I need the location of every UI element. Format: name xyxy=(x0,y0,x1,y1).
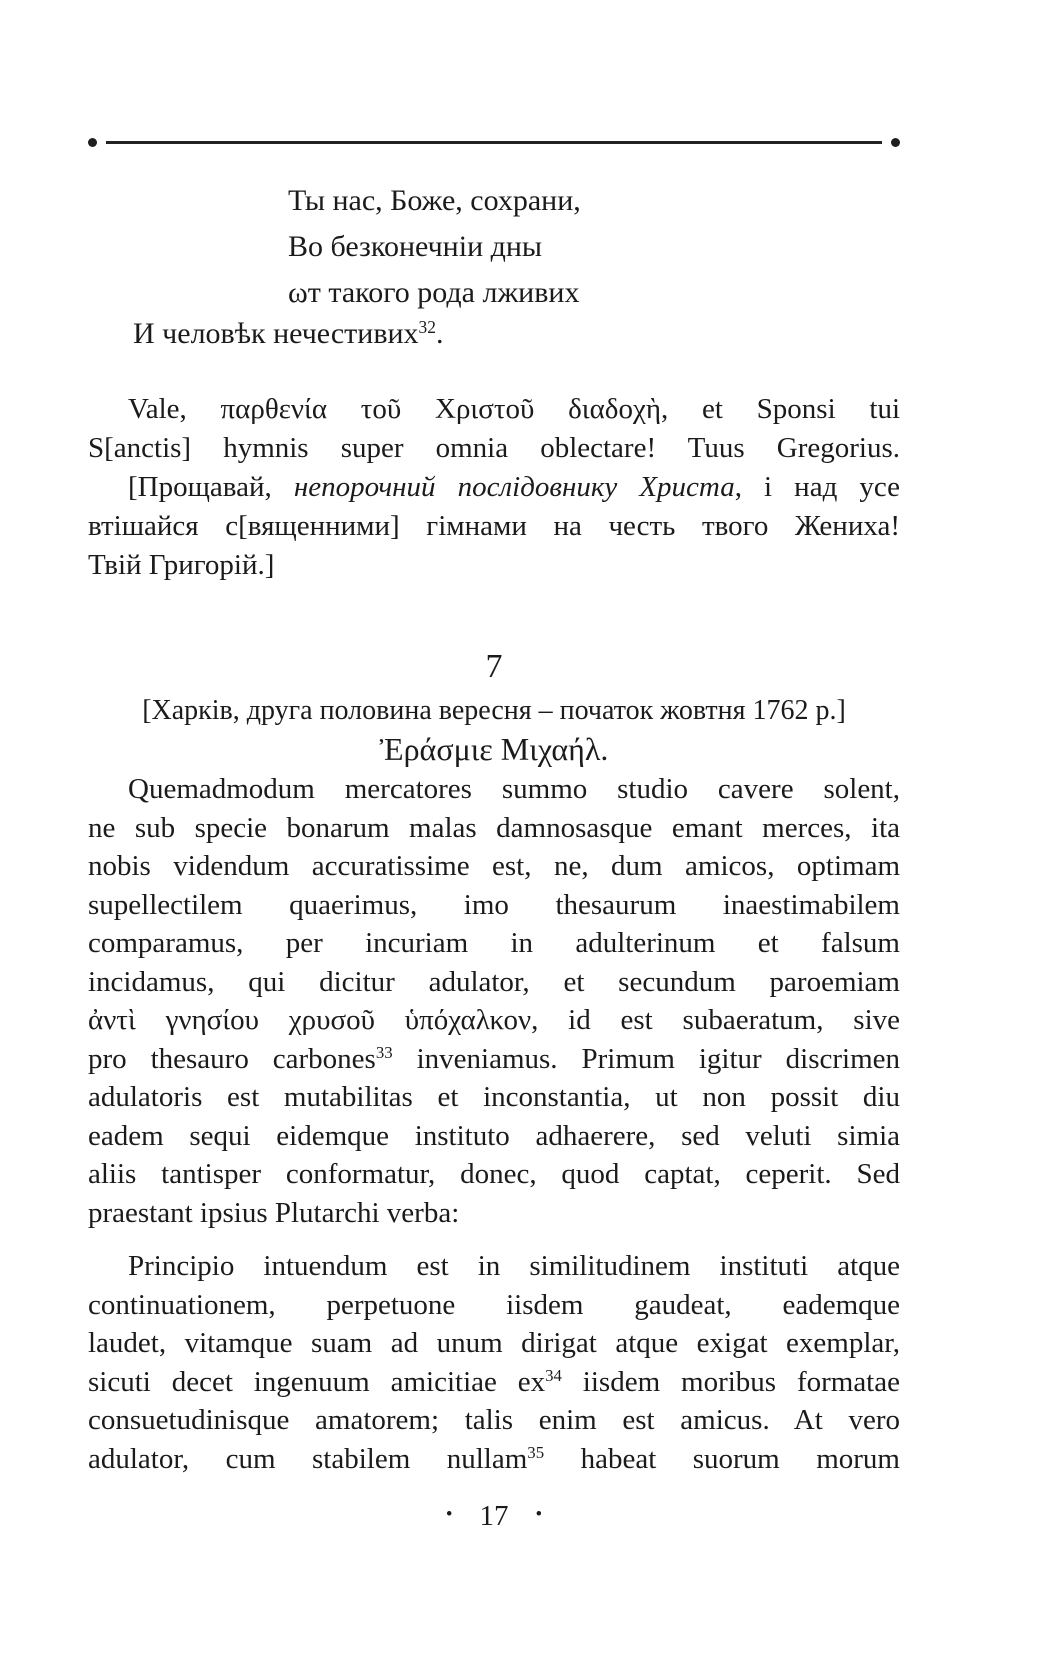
p2-line-4-pre: sicuti decet ingenuum amicitiae ex xyxy=(88,1365,546,1398)
p1-line-12: praestant ipsius Plutarchi verba: xyxy=(88,1196,460,1229)
p1-line-11: aliis tantisper conformatur, donec, quod captat, ceperit. Sed xyxy=(88,1158,900,1190)
p2-line-6 xyxy=(88,1440,900,1479)
paragraph-vale xyxy=(88,390,900,468)
p1-line-1: Quemadmodum mercatores summo studio cavere solent, xyxy=(128,773,900,805)
p1-line-4: supellectilem quaerimus, imo thesaurum inaestimabilem xyxy=(88,888,900,921)
verse-block xyxy=(88,178,1063,316)
section-number: 7 xyxy=(485,648,503,685)
p2-line-4-post: iisdem moribus formatae xyxy=(561,1365,900,1398)
footnote-ref-33: 33 xyxy=(375,1043,393,1063)
footnote-ref-35: 35 xyxy=(527,1443,545,1463)
p2-line-2: continuationem, perpetuone iisdem gaudeat, eademque xyxy=(88,1288,900,1321)
footer-left-dot: • xyxy=(445,1504,453,1525)
p2-line-1: Principio intuendum est in similitudinem instituti atque xyxy=(128,1250,900,1282)
footer-right-dot: • xyxy=(535,1504,543,1525)
paragraph-proshchavai xyxy=(88,468,900,585)
section-date-line: [Харків, друга половина вересня – початок жовтня 1762 р.] xyxy=(142,695,846,726)
page-number: 17 xyxy=(479,1500,509,1532)
p1-line-5: comparamus, per incuriam in adulterinum et falsum xyxy=(88,927,900,959)
verse-closing-text: И человѣк нечестивих xyxy=(133,317,419,350)
page-number-footer xyxy=(88,1498,900,1534)
proshchavai-italic: непорочний послідовнику Христа xyxy=(293,471,735,503)
rule-left-dot xyxy=(88,138,97,147)
p2-line-6-post: habeat suorum morum xyxy=(544,1442,900,1475)
p2-line-5: consuetudinisque amatorem; talis enim est amicus. At vero xyxy=(88,1404,900,1436)
p1-line-8-pre: pro thesauro carbones xyxy=(88,1042,376,1075)
decorative-rule xyxy=(88,134,900,150)
p2-line-3: laudet, vitamque suam ad unum dirigat atque exigat exemplar, xyxy=(88,1327,900,1359)
footnote-ref-32: 32 xyxy=(418,317,436,338)
p1-line-9: adulatoris est mutabilitas et inconstantia, ut non possit diu xyxy=(88,1081,900,1113)
p1-line-8-post: inveniamus. Primum igitur discrimen xyxy=(392,1042,900,1075)
vale-line-2: S[anctis] hymnis super omnia oblectare! Tuus Gregorius. xyxy=(88,432,900,464)
greek-salutation: Ἐράσμιε Μιχαήλ. xyxy=(379,731,609,767)
p2-line-4 xyxy=(88,1363,900,1402)
p1-line-10: eadem sequi eidemque instituto adhaerere, sed veluti simia xyxy=(88,1119,900,1152)
p1-line-2: ne sub specie bonarum malas damnosasque emant merces, ita xyxy=(88,811,900,844)
verse-closing-period: . xyxy=(435,317,444,350)
p1-line-8 xyxy=(88,1040,900,1079)
verse-line-2: Во безконечніи дны xyxy=(288,230,543,263)
rule-line xyxy=(106,141,882,144)
paragraph-quemadmodum xyxy=(88,770,900,1232)
verse-closing-line xyxy=(88,314,945,354)
footnote-ref-34: 34 xyxy=(545,1366,562,1386)
proshchavai-line-1 xyxy=(88,468,900,507)
verse-line-1: Ты нас, Боже, сохрани, xyxy=(288,184,581,217)
proshchavai-line-2: втішайся с[вященними] гімнами на честь твого Жениха! xyxy=(88,510,900,542)
p2-line-6-pre: adulator, cum stabilem nullam xyxy=(88,1442,528,1475)
p1-line-3: nobis videndum accuratissime est, ne, dum amicos, optimam xyxy=(88,850,900,882)
vale-line-1: Vale, παρθενία τοῦ Χριστοῦ διαδοχὴ, et Sponsi tui xyxy=(128,393,900,425)
proshchavai-line-3: Твій Григорій.] xyxy=(88,549,275,581)
p1-line-7: ἀντὶ γνησίου χρυσοῦ ὑπόχαλκον, id est subaeratum, sive xyxy=(88,1004,900,1036)
paragraph-principio xyxy=(88,1247,900,1478)
rule-right-dot xyxy=(891,138,900,147)
proshchavai-end: , і над усе xyxy=(734,471,900,503)
proshchavai-open: [Прощавай, xyxy=(128,471,294,503)
p1-line-6: incidamus, qui dicitur adulator, et secundum paroemiam xyxy=(88,965,900,998)
verse-line-3: ωт такого рода лживих xyxy=(288,276,580,309)
